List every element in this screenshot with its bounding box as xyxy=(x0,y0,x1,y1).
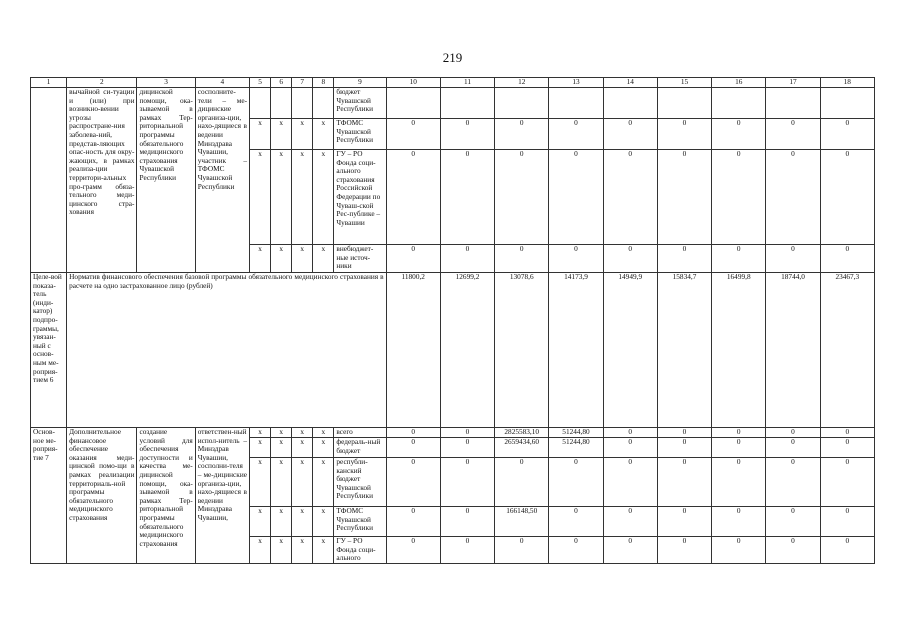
x-mark-cell: х xyxy=(292,458,313,507)
value-cell: 0 xyxy=(766,537,820,564)
header-cell-4: 4 xyxy=(195,78,249,88)
value-cell xyxy=(440,88,494,119)
indicator-value: 23467,3 xyxy=(820,273,874,428)
indicator-value: 16499,8 xyxy=(712,273,766,428)
value-cell: 0 xyxy=(549,150,603,245)
value-cell: 0 xyxy=(766,438,820,458)
header-row xyxy=(31,78,875,88)
value-cell: 0 xyxy=(657,150,711,245)
value-cell: 0 xyxy=(712,537,766,564)
value-cell: 0 xyxy=(657,537,711,564)
value-cell: 51244,80 xyxy=(549,428,603,438)
block-b-col3: создание условий для обеспечения доступности и качества ме-дицинской помощи, ока-зываемой в рамках Тер-риториальной программы обязательного медицинского страхования xyxy=(137,428,195,564)
value-cell xyxy=(603,88,657,119)
value-cell: 0 xyxy=(766,428,820,438)
value-cell: 0 xyxy=(657,507,711,537)
indicator-value: 15834,7 xyxy=(657,273,711,428)
value-cell: 0 xyxy=(820,428,874,438)
x-mark-cell: х xyxy=(271,119,292,150)
funding-source: ТФОМС Чувашской Республики xyxy=(334,507,386,537)
indicator-value: 12699,2 xyxy=(440,273,494,428)
value-cell: 0 xyxy=(820,537,874,564)
x-mark-cell: х xyxy=(271,150,292,245)
value-cell: 0 xyxy=(820,150,874,245)
block-b-row xyxy=(31,428,875,438)
value-cell: 0 xyxy=(820,245,874,273)
program-table xyxy=(30,77,875,564)
x-mark-cell: х xyxy=(271,245,292,273)
x-mark-cell: х xyxy=(292,537,313,564)
funding-source: бюджет Чувашской Республики xyxy=(334,88,386,119)
page-number: 219 xyxy=(442,50,463,65)
value-cell: 0 xyxy=(440,537,494,564)
value-cell xyxy=(657,88,711,119)
value-cell: 0 xyxy=(440,458,494,507)
x-mark-cell: х xyxy=(313,537,334,564)
block-b-col1: Основ-ное ме-роприя-тие 7 xyxy=(31,428,67,564)
value-cell: 0 xyxy=(386,150,440,245)
value-cell: 0 xyxy=(386,119,440,150)
value-cell: 0 xyxy=(440,119,494,150)
value-cell xyxy=(712,88,766,119)
x-mark-cell: х xyxy=(250,150,271,245)
header-cell-18: 18 xyxy=(820,78,874,88)
value-cell: 0 xyxy=(820,119,874,150)
block-b-col4: ответствен-ный испол-нитель – Минздрав Чувашии, сосполни-теля – ме-дицинские организа-ции, нахо-дящиеся в ведении Минздрава Чувашии, xyxy=(195,428,249,564)
value-cell: 166148,50 xyxy=(495,507,549,537)
header-cell-15: 15 xyxy=(657,78,711,88)
value-cell: 0 xyxy=(549,119,603,150)
x-mark-cell xyxy=(250,88,271,119)
x-mark-cell xyxy=(292,88,313,119)
value-cell: 0 xyxy=(766,245,820,273)
value-cell: 0 xyxy=(766,507,820,537)
x-mark-cell: х xyxy=(271,537,292,564)
header-cell-6: 6 xyxy=(271,78,292,88)
x-mark-cell: х xyxy=(313,119,334,150)
header-cell-5: 5 xyxy=(250,78,271,88)
value-cell: 0 xyxy=(766,119,820,150)
header-cell-13: 13 xyxy=(549,78,603,88)
value-cell: 0 xyxy=(495,150,549,245)
header-cell-12: 12 xyxy=(495,78,549,88)
value-cell: 0 xyxy=(603,458,657,507)
x-mark-cell: х xyxy=(292,428,313,438)
x-mark-cell: х xyxy=(250,537,271,564)
value-cell: 51244,80 xyxy=(549,438,603,458)
x-mark-cell: х xyxy=(292,245,313,273)
value-cell: 0 xyxy=(766,150,820,245)
value-cell: 0 xyxy=(603,507,657,537)
value-cell: 0 xyxy=(712,458,766,507)
value-cell xyxy=(820,88,874,119)
value-cell: 0 xyxy=(657,458,711,507)
indicator-label: Целе-вой показа-тель (инди-катор) подпро-граммы, увязан-ный с основ-ным ме-роприя-тием 6 xyxy=(31,273,67,428)
value-cell: 0 xyxy=(495,458,549,507)
indicator-value: 14173,9 xyxy=(549,273,603,428)
header-cell-17: 17 xyxy=(766,78,820,88)
value-cell: 0 xyxy=(386,245,440,273)
value-cell: 0 xyxy=(386,507,440,537)
funding-source: ТФОМС Чувашской Республики xyxy=(334,119,386,150)
x-mark-cell: х xyxy=(313,507,334,537)
header-cell-9: 9 xyxy=(334,78,386,88)
funding-source: всего xyxy=(334,428,386,438)
x-mark-cell: х xyxy=(292,507,313,537)
header-cell-7: 7 xyxy=(292,78,313,88)
value-cell: 0 xyxy=(657,119,711,150)
block-a-col3: дицинской помощи, ока-зываемой в рамках Тер-риториальной программы обязательного медицинского страхования Чувашской Республики xyxy=(137,88,195,273)
x-mark-cell: х xyxy=(313,428,334,438)
value-cell: 0 xyxy=(440,438,494,458)
header-cell-16: 16 xyxy=(712,78,766,88)
x-mark-cell: х xyxy=(313,438,334,458)
header-cell-10: 10 xyxy=(386,78,440,88)
funding-source: республи-канский бюджет Чувашской Республики xyxy=(334,458,386,507)
x-mark-cell: х xyxy=(292,150,313,245)
header-cell-11: 11 xyxy=(440,78,494,88)
header-cell-14: 14 xyxy=(603,78,657,88)
value-cell: 0 xyxy=(712,428,766,438)
value-cell: 0 xyxy=(712,150,766,245)
value-cell: 0 xyxy=(603,428,657,438)
x-mark-cell: х xyxy=(292,438,313,458)
x-mark-cell xyxy=(271,88,292,119)
value-cell: 0 xyxy=(603,150,657,245)
value-cell: 0 xyxy=(495,119,549,150)
value-cell: 2659434,60 xyxy=(495,438,549,458)
block-a-col2: вычайной си-туации и (или) при возникно-вении угрозы распростране-ния заболева-ний, представ-ляющих опас-ность для окру-жающих, в рамках реализа-ции территори-альных про-грамм обяза-тельного меди-цинского стра-хования xyxy=(67,88,137,273)
value-cell: 0 xyxy=(603,119,657,150)
x-mark-cell: х xyxy=(250,458,271,507)
value-cell: 0 xyxy=(440,150,494,245)
value-cell: 0 xyxy=(766,458,820,507)
value-cell: 0 xyxy=(603,537,657,564)
value-cell: 0 xyxy=(820,458,874,507)
value-cell: 2825583,10 xyxy=(495,428,549,438)
value-cell: 0 xyxy=(712,119,766,150)
indicator-value: 13078,6 xyxy=(495,273,549,428)
block-a-col4: сосполните-тели – ме-дицинские организа-ции, нахо-дящиеся в ведении Минздрава Чувашии, участник – ТФОМС Чувашской Республики xyxy=(195,88,249,273)
value-cell: 0 xyxy=(495,537,549,564)
x-mark-cell xyxy=(313,88,334,119)
funding-source: внебюджет-ные источ-ники xyxy=(334,245,386,273)
value-cell: 0 xyxy=(657,438,711,458)
value-cell: 0 xyxy=(712,245,766,273)
value-cell xyxy=(766,88,820,119)
header-cell-3: 3 xyxy=(137,78,195,88)
block-b-col2: Дополнительное финансовое обеспечение оказания меди-цинской помо-щи в рамках реализации территориаль-ной программы обязательного медицинского страхования xyxy=(67,428,137,564)
block-a-row xyxy=(31,88,875,119)
value-cell: 0 xyxy=(386,537,440,564)
x-mark-cell: х xyxy=(313,458,334,507)
x-mark-cell: х xyxy=(313,150,334,245)
value-cell: 0 xyxy=(440,245,494,273)
value-cell: 0 xyxy=(549,458,603,507)
value-cell: 0 xyxy=(549,245,603,273)
value-cell: 0 xyxy=(549,537,603,564)
value-cell: 0 xyxy=(712,438,766,458)
value-cell xyxy=(549,88,603,119)
funding-source: ГУ – РО Фонда соци-ального страхования Российской Федерации по Чуваш-ской Рес-публике – Чувашии xyxy=(334,150,386,245)
block-a-col1 xyxy=(31,88,67,273)
value-cell: 0 xyxy=(712,507,766,537)
value-cell: 0 xyxy=(820,507,874,537)
x-mark-cell: х xyxy=(292,119,313,150)
header-cell-8: 8 xyxy=(313,78,334,88)
indicator-text: Норматив финансового обеспечения базовой программы обязательного медицинского страхования в расчете на одно застрахованное лицо (рублей) xyxy=(67,273,386,428)
value-cell: 0 xyxy=(386,458,440,507)
value-cell: 0 xyxy=(386,438,440,458)
x-mark-cell: х xyxy=(271,438,292,458)
header-cell-2: 2 xyxy=(67,78,137,88)
value-cell: 0 xyxy=(440,428,494,438)
value-cell: 0 xyxy=(495,245,549,273)
value-cell xyxy=(495,88,549,119)
indicator-value: 11800,2 xyxy=(386,273,440,428)
value-cell: 0 xyxy=(657,245,711,273)
value-cell: 0 xyxy=(657,428,711,438)
value-cell: 0 xyxy=(549,507,603,537)
value-cell: 0 xyxy=(440,507,494,537)
value-cell xyxy=(386,88,440,119)
x-mark-cell: х xyxy=(250,245,271,273)
value-cell: 0 xyxy=(603,438,657,458)
x-mark-cell: х xyxy=(250,507,271,537)
indicator-value: 18744,0 xyxy=(766,273,820,428)
x-mark-cell: х xyxy=(271,458,292,507)
funding-source: ГУ – РО Фонда соци-ального xyxy=(334,537,386,564)
x-mark-cell: х xyxy=(271,507,292,537)
value-cell: 0 xyxy=(603,245,657,273)
indicator-row xyxy=(31,273,875,428)
x-mark-cell: х xyxy=(271,428,292,438)
x-mark-cell: х xyxy=(250,428,271,438)
x-mark-cell: х xyxy=(250,119,271,150)
indicator-value: 14949,9 xyxy=(603,273,657,428)
value-cell: 0 xyxy=(820,438,874,458)
header-cell-1: 1 xyxy=(31,78,67,88)
funding-source: федераль-ный бюджет xyxy=(334,438,386,458)
x-mark-cell: х xyxy=(250,438,271,458)
x-mark-cell: х xyxy=(313,245,334,273)
value-cell: 0 xyxy=(386,428,440,438)
